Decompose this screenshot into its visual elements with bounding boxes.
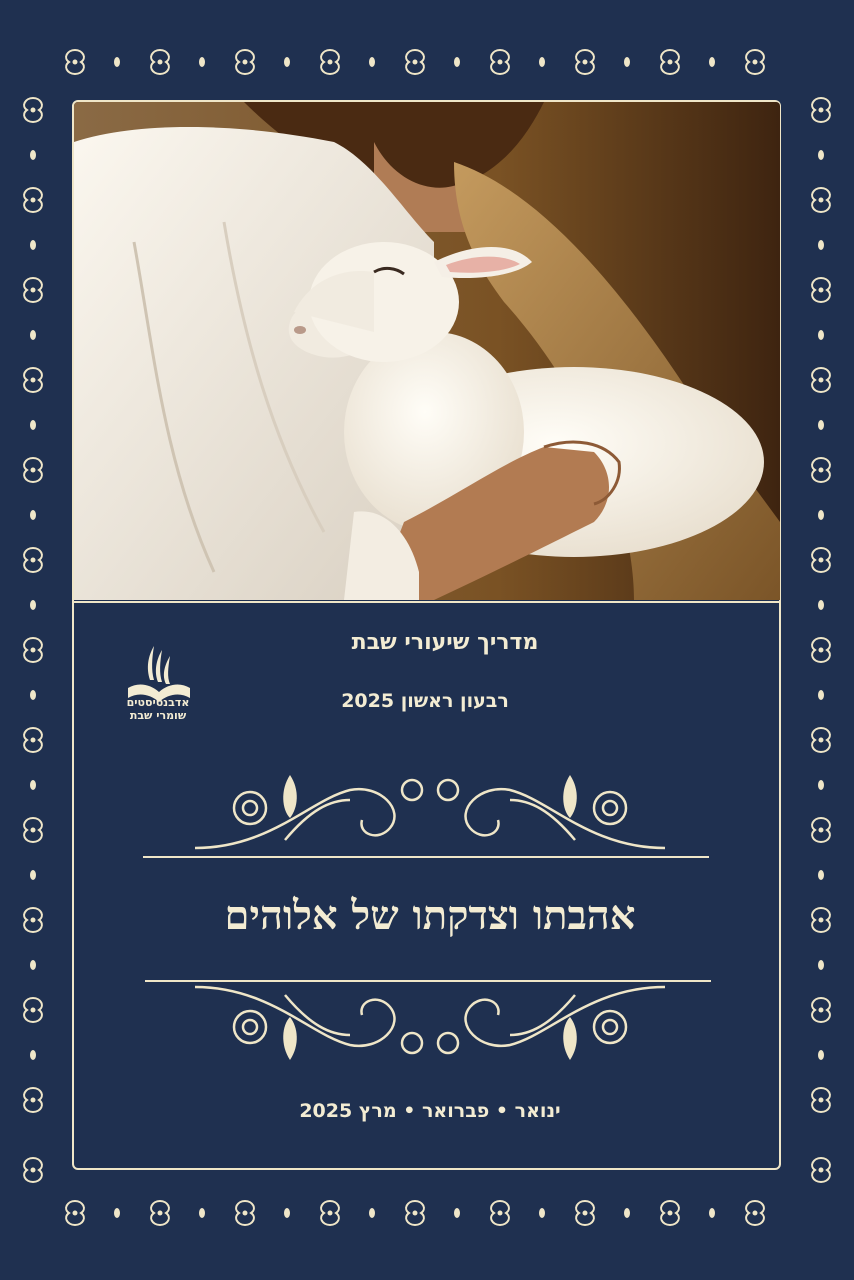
cover-illustration bbox=[74, 102, 780, 600]
months-label: ינואר • פברואר • מרץ 2025 bbox=[299, 1100, 561, 1122]
bottom-flourish bbox=[190, 985, 670, 1065]
border-right bbox=[812, 98, 830, 1182]
border-left bbox=[24, 98, 42, 1182]
logo-line-1: אדבנטיסטים bbox=[126, 696, 190, 709]
cover-title: אהבתו וצדקתו של אלוהים bbox=[224, 892, 636, 939]
shepherd-lamb-illustration bbox=[74, 102, 780, 600]
logo-line-2: שומרי שבת bbox=[129, 709, 187, 722]
top-flourish bbox=[190, 770, 670, 850]
border-top bbox=[66, 50, 764, 74]
title-rule-top bbox=[143, 856, 709, 858]
border-bottom bbox=[66, 1201, 764, 1225]
series-title: מדריך שיעורי שבת bbox=[351, 630, 539, 655]
logo-text bbox=[112, 696, 204, 722]
title-rule-bottom bbox=[145, 980, 711, 982]
photo-divider bbox=[72, 601, 781, 603]
quarter-label: רבעון ראשון 2025 bbox=[341, 690, 509, 712]
